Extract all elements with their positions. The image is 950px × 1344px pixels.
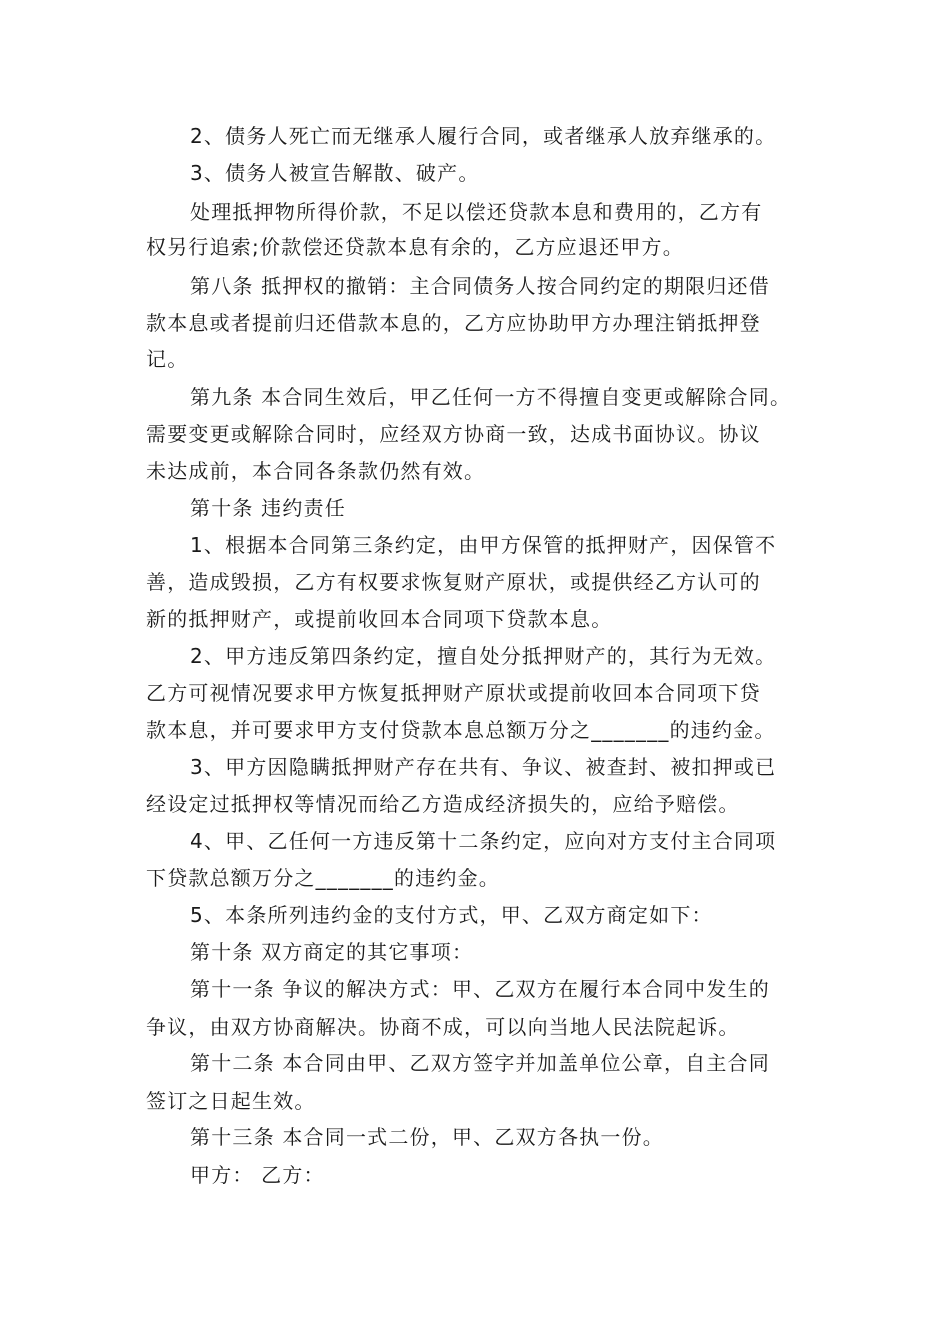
text-line: 款本息，并可要求甲方支付贷款本息总额万分之_______的违约金。 [146,718,776,742]
text-line: 未达成前，本合同各条款仍然有效。 [146,459,486,483]
text-line: 下贷款总额万分之_______的违约金。 [146,866,500,890]
text-line: 款本息或者提前归还借款本息的，乙方应协助甲方办理注销抵押登 [146,311,761,335]
text-line: 善，造成毁损，乙方有权要求恢复财产原状，或提供经乙方认可的 [146,570,761,594]
text-line: 第十条 双方商定的其它事项： [190,940,474,964]
text-line: 第十条 违约责任 [190,496,346,520]
text-line: 第八条 抵押权的撤销：主合同债务人按合同约定的期限归还借 [190,274,770,298]
text-line: 签订之日起生效。 [146,1089,316,1113]
text-line: 处理抵押物所得价款，不足以偿还贷款本息和费用的，乙方有 [190,200,763,224]
text-line: 争议，由双方协商解决。协商不成，可以向当地人民法院起诉。 [146,1015,740,1039]
text-line: 2、甲方违反第四条约定，擅自处分抵押财产的，其行为无效。 [190,644,777,668]
text-line: 新的抵押财产，或提前收回本合同项下贷款本息。 [146,607,613,631]
text-line: 第十一条 争议的解决方式：甲、乙双方在履行本合同中发生的 [190,977,770,1001]
text-line: 第十三条 本合同一式二份，甲、乙双方各执一份。 [190,1125,664,1149]
text-line: 4、甲、乙任何一方违反第十二条约定，应向对方支付主合同项 [190,829,777,853]
text-line: 第十二条 本合同由甲、乙双方签字并加盖单位公章，自主合同 [190,1051,770,1075]
text-line: 记。 [146,347,189,371]
text-line: 第九条 本合同生效后，甲乙任何一方不得擅自变更或解除合同。 [190,385,792,409]
text-line: 乙方可视情况要求甲方恢复抵押财产原状或提前收回本合同项下贷 [146,681,761,705]
text-line: 需要变更或解除合同时，应经双方协商一致，达成书面协议。协议 [146,422,761,446]
text-line: 3、甲方因隐瞒抵押财产存在共有、争议、被查封、被扣押或已 [190,755,777,779]
text-line: 1、根据本合同第三条约定，由甲方保管的抵押财产，因保管不 [190,533,777,557]
text-line: 3、债务人被宣告解散、破产。 [190,161,480,185]
text-line: 2、债务人死亡而无继承人履行合同，或者继承人放弃继承的。 [190,124,777,148]
text-line: 权另行追索;价款偿还贷款本息有余的，乙方应退还甲方。 [146,235,684,259]
signature-line: 甲方： 乙方： [190,1163,325,1187]
text-line: 经设定过抵押权等情况而给乙方造成经济损失的，应给予赔偿。 [146,792,740,816]
text-line: 5、本条所列违约金的支付方式，甲、乙双方商定如下： [190,903,713,927]
